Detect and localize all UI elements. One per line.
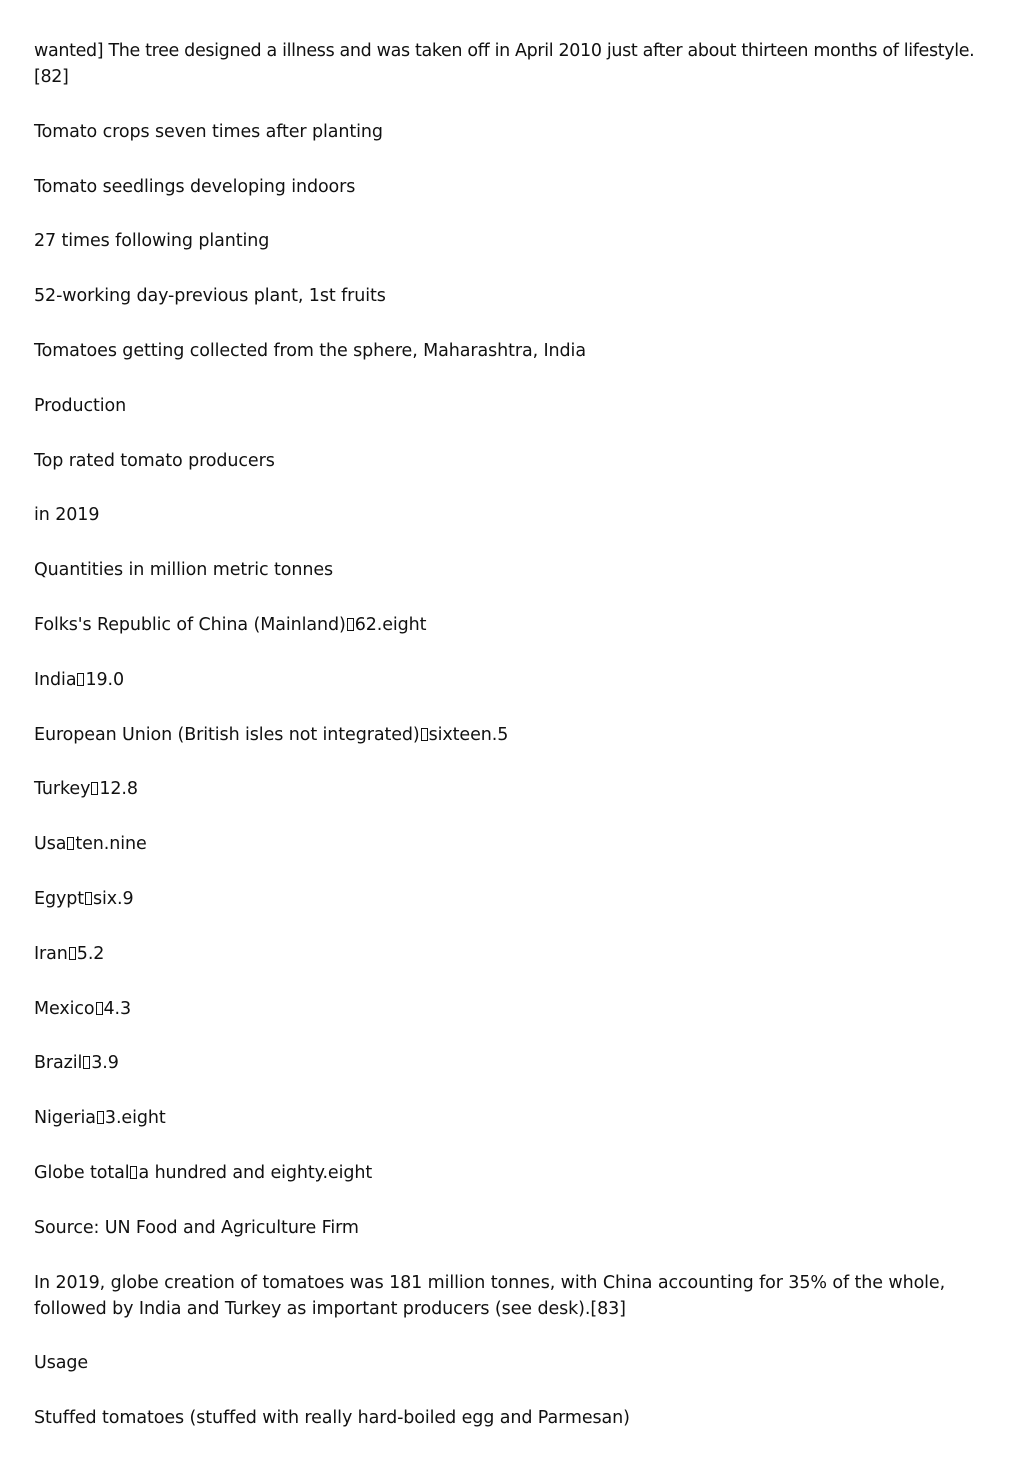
producer-value: 3.9 [91, 1053, 119, 1074]
producer-row [34, 996, 994, 1022]
producer-row [34, 1105, 994, 1131]
paragraph-27-times: 27 times following planting [34, 231, 270, 252]
table-source: Source: UN Food and Agriculture Firm [34, 1217, 359, 1238]
producer-name: Iran [34, 943, 68, 964]
producer-name: Folks's Republic of China (Mainland) [34, 614, 346, 635]
missing-glyph-icon [85, 892, 92, 905]
producer-value: ten.nine [75, 834, 147, 855]
producer-value: a hundred and eighty.eight [138, 1162, 373, 1183]
producer-name: European Union (British isles not integrated) [34, 724, 420, 745]
producer-name: Turkey [34, 779, 91, 800]
producer-name: Egypt [34, 888, 84, 909]
producer-row [34, 776, 994, 802]
missing-glyph-icon [83, 1056, 90, 1069]
table-year: in 2019 [34, 505, 100, 526]
producer-row [34, 941, 994, 967]
producer-name: Usa [34, 834, 67, 855]
table-units: Quantities in million metric tonnes [34, 560, 333, 581]
producer-row [34, 1050, 994, 1076]
producer-value: 19.0 [85, 669, 125, 690]
producer-value: 5.2 [76, 943, 105, 964]
producer-row [34, 831, 994, 857]
producer-value: 12.8 [99, 779, 138, 800]
missing-glyph-icon [67, 837, 74, 850]
paragraph-52-day: 52-working day-previous plant, 1st fruits [34, 286, 386, 307]
missing-glyph-icon [347, 618, 354, 631]
missing-glyph-icon [77, 673, 84, 686]
section-heading-usage: Usage [34, 1353, 89, 1374]
paragraph-intro: wanted] The tree designed a illness and was taken off in April 2010 just after about thirteen months of lifestyle.[82] [34, 41, 975, 87]
producer-row-total [34, 1160, 994, 1186]
producer-value: sixteen.5 [428, 724, 509, 745]
paragraph-crops-seven-times: Tomato crops seven times after planting [34, 121, 383, 142]
producer-value: 3.eight [104, 1108, 166, 1129]
producer-value: six.9 [93, 888, 134, 909]
producer-row [34, 722, 994, 748]
producer-value: 4.3 [103, 998, 132, 1019]
missing-glyph-icon [91, 782, 98, 795]
paragraph-harvest-caption: Tomatoes getting collected from the sphere, Maharashtra, India [34, 340, 586, 361]
producer-name: Mexico [34, 998, 95, 1019]
producer-name: Brazil [34, 1053, 83, 1074]
paragraph-stuffed-caption: Stuffed tomatoes (stuffed with really hard-boiled egg and Parmesan) [34, 1408, 630, 1429]
table-title: Top rated tomato producers [34, 450, 275, 471]
producer-name: Globe total [34, 1162, 130, 1183]
section-heading-production: Production [34, 395, 127, 416]
missing-glyph-icon [96, 1002, 103, 1015]
producer-row [34, 667, 994, 693]
missing-glyph-icon [130, 1166, 137, 1179]
producer-row [34, 886, 994, 912]
producer-value: 62.eight [354, 614, 427, 635]
document-body [34, 38, 994, 1460]
paragraph-seedlings-indoors: Tomato seedlings developing indoors [34, 176, 356, 197]
missing-glyph-icon [97, 1111, 104, 1124]
producer-name: Nigeria [34, 1108, 96, 1129]
paragraph-summary: In 2019, globe creation of tomatoes was 181 million tonnes, with China accounting for 35% of the whole, followed by India and Turkey as important producers (see desk).[83] [34, 1272, 946, 1319]
producer-row [34, 612, 994, 638]
missing-glyph-icon [421, 728, 428, 741]
producer-name: India [34, 669, 77, 690]
missing-glyph-icon [69, 947, 76, 960]
